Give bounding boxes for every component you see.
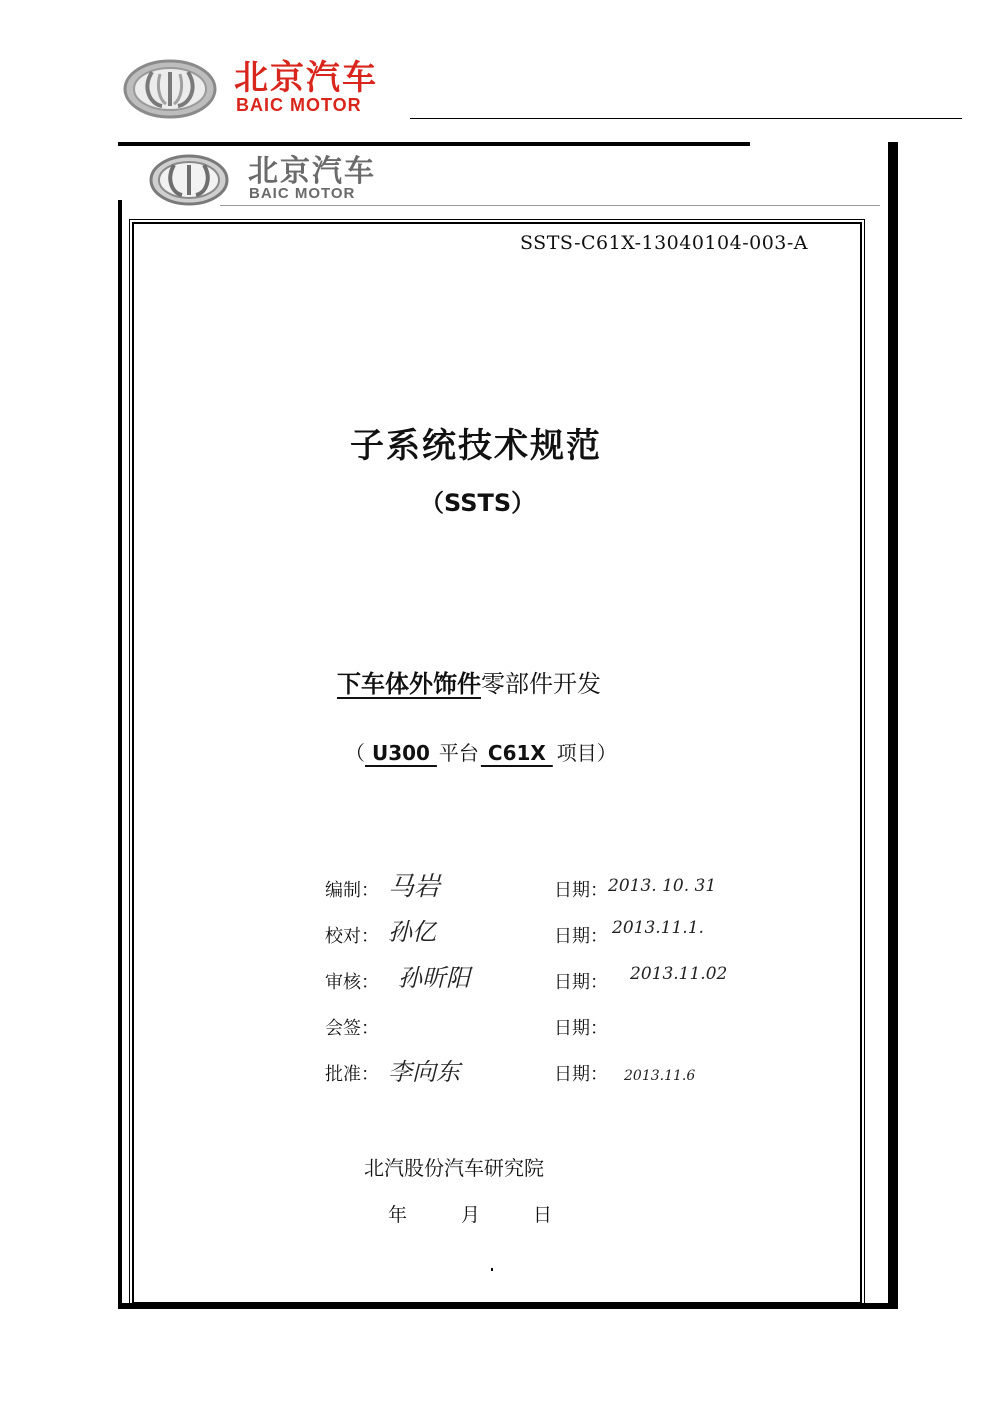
scan-brand-name-en: BAIC MOTOR [249,185,356,202]
baic-logo-icon [122,58,218,120]
date-label: 日期： [554,926,608,947]
role-label: 会签： [325,1018,379,1039]
document-title: 子系统技术规范 [350,426,602,466]
scan-right-edge [888,142,898,1309]
footer-month: 月 [461,1204,481,1226]
date-label: 日期： [554,1018,608,1039]
date-value: 2013. 10. 31 [608,876,717,896]
date-value: 2013.11.02 [630,964,728,984]
signature: 孙亿 [388,918,436,946]
scan-brand-name-cn: 北京汽车 [248,154,376,189]
date-label: 日期： [554,880,608,901]
scan-dot [491,1268,493,1271]
date-label: 日期： [554,972,608,993]
organization-name: 北汽股份汽车研究院 [364,1156,544,1180]
project-code: C61X [480,741,553,765]
footer-day: 日 [533,1204,553,1226]
scan-left-edge [118,200,122,1308]
date-value: 2013.11.6 [624,1068,696,1084]
subject-underlined: 下车体外饰件 [337,670,481,698]
document-title-abbr: （SSTS） [420,489,536,517]
project-label: 项目） [556,741,617,765]
project-open-paren: （ [345,741,365,765]
date-value: 2013.11.1. [612,918,704,938]
role-label: 审核： [325,972,379,993]
project-line [345,737,617,766]
brand-name-en: BAIC MOTOR [236,95,362,115]
footer-year: 年 [388,1204,408,1226]
signature: 孙昕阳 [398,964,470,992]
platform-code: U300 [365,741,437,765]
scan-header-rule [220,205,880,206]
header-rule [410,118,962,119]
document-subject [337,664,601,699]
role-label: 校对： [325,926,379,947]
brand-name-cn: 北京汽车 [234,58,378,98]
subject-rest: 零部件开发 [481,670,601,698]
role-label: 批准： [325,1064,379,1085]
scan-top-edge [118,142,750,146]
signature: 马岩 [388,872,441,902]
signature: 李向东 [388,1058,460,1086]
role-label: 编制： [325,880,379,901]
date-label: 日期： [554,1064,608,1085]
baic-logo-scan-icon [148,153,230,207]
platform-label: 平台 [438,741,479,765]
document-number: SSTS-C61X-13040104-003-A [520,232,809,254]
